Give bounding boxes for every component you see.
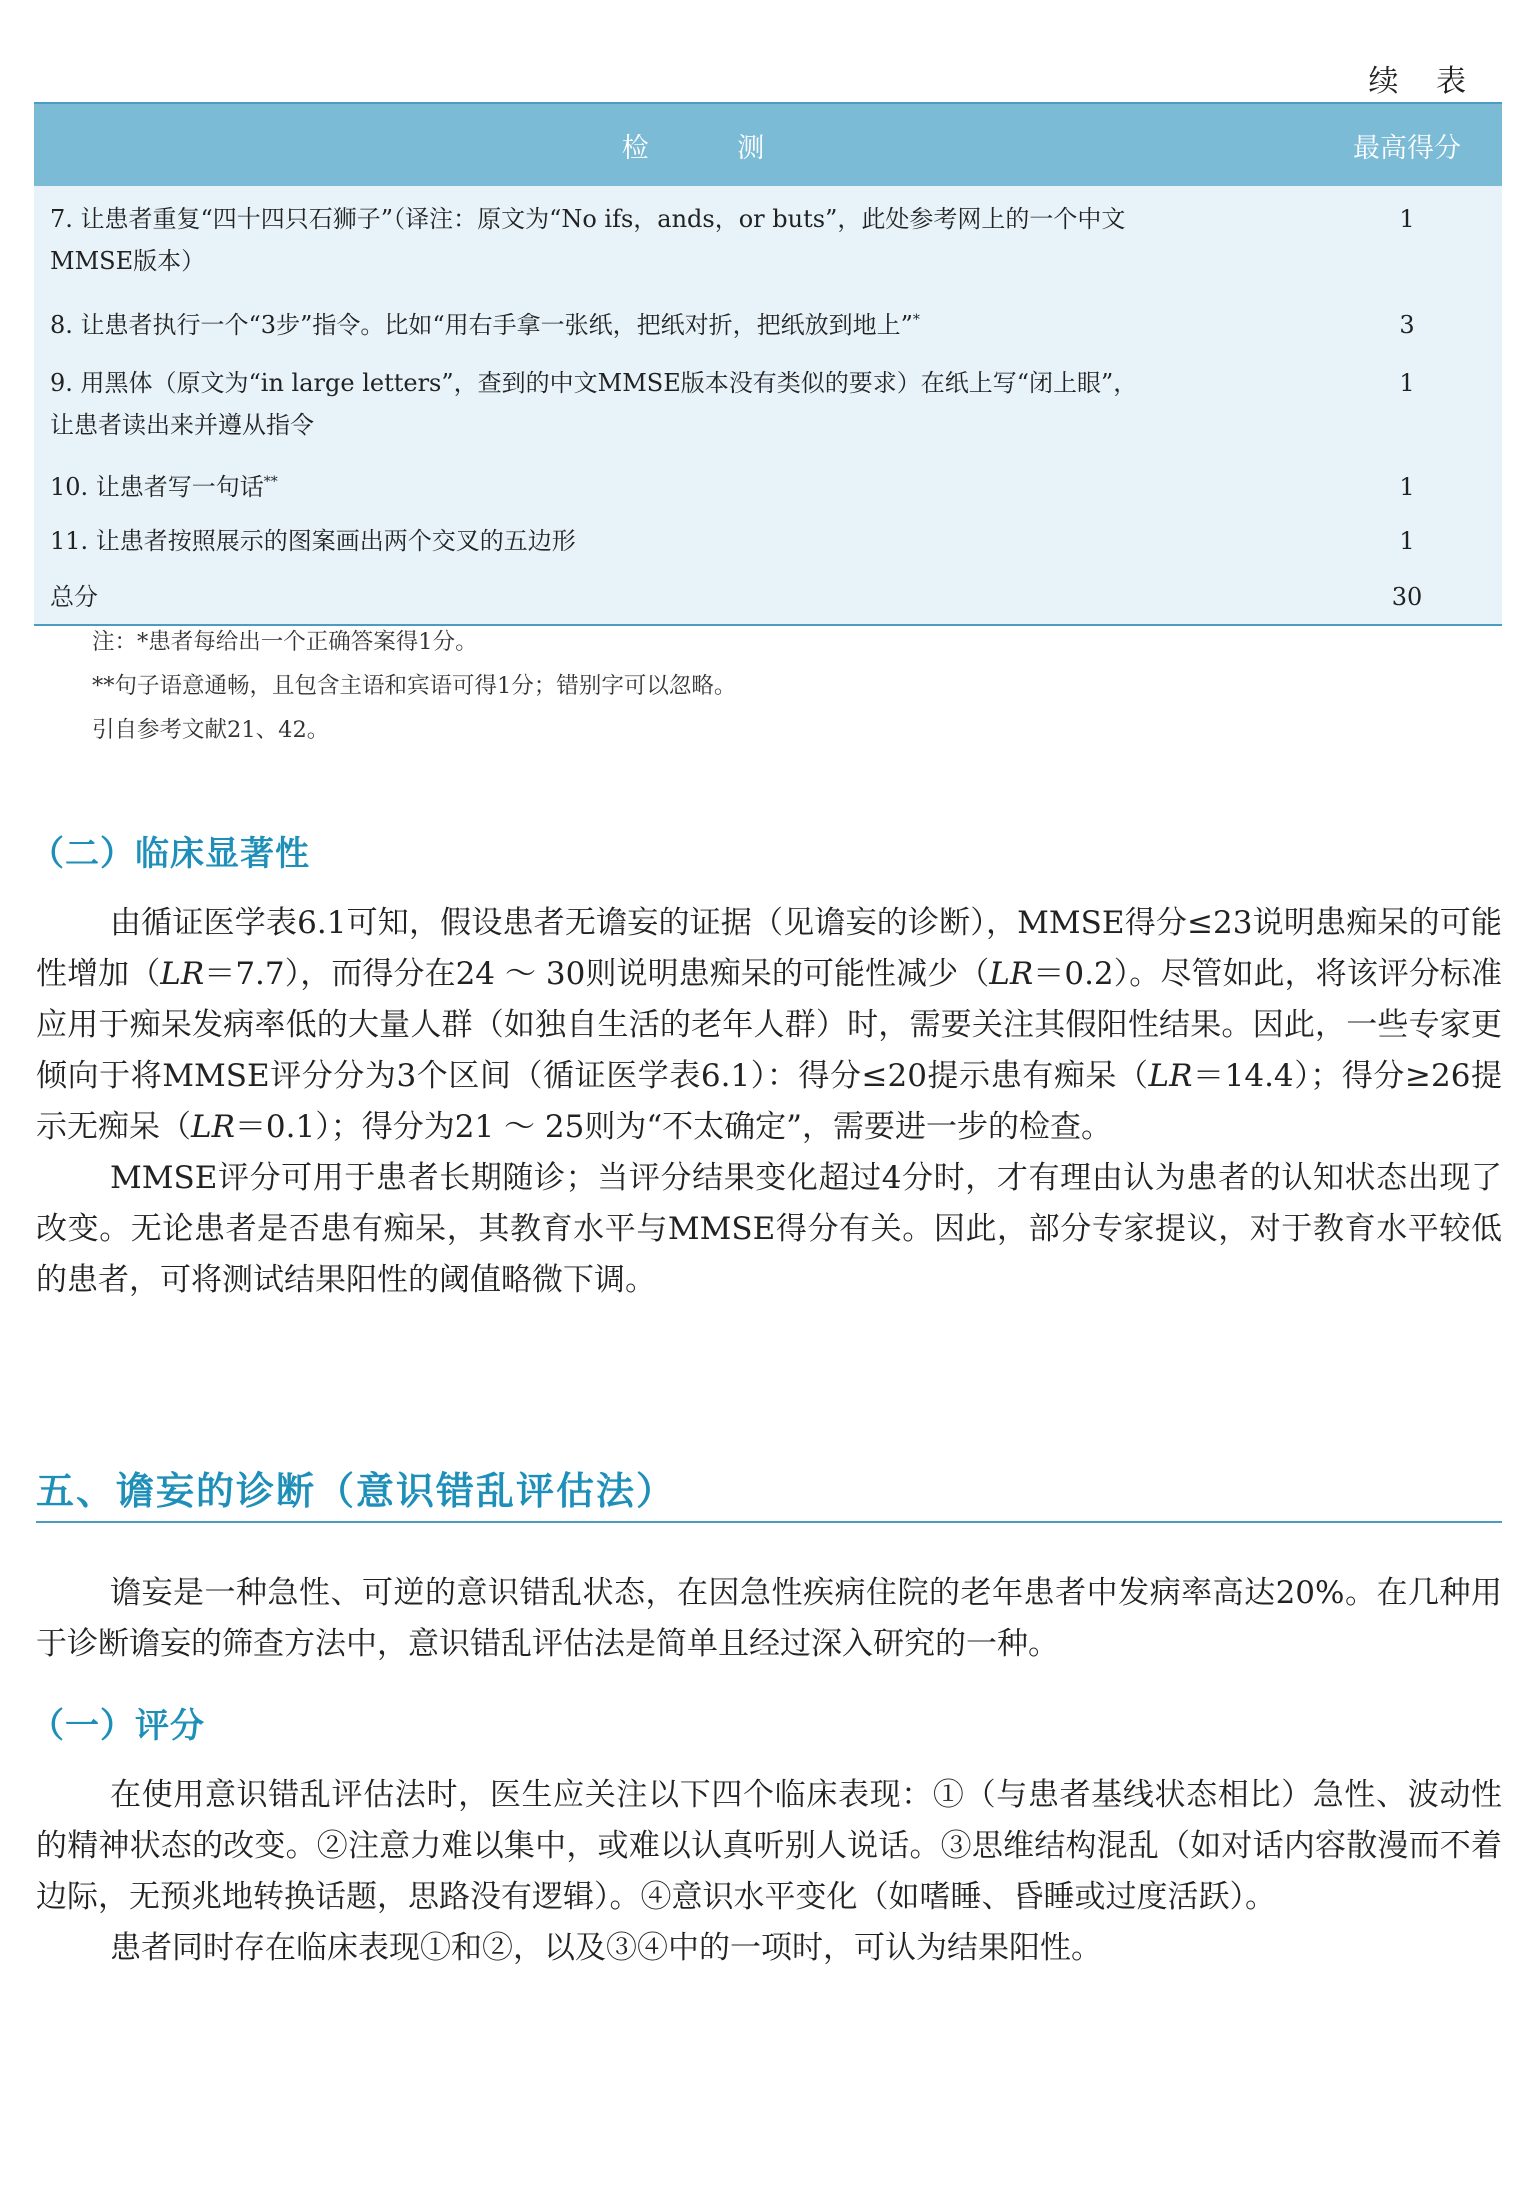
table-row <box>34 298 1502 356</box>
footnote-mark: * <box>912 312 920 328</box>
row-score: 1 <box>1399 473 1415 501</box>
lr-symbol: LR <box>160 956 205 992</box>
table-row <box>34 460 1502 518</box>
header-score: 最高得分 <box>1353 132 1461 164</box>
paragraph: 患者同时存在临床表现①和②，以及③④中的一项时，可认为结果阳性。 <box>110 1930 1102 1966</box>
row-score: 30 <box>1391 583 1423 611</box>
continued-label: 续 表 <box>1368 64 1480 99</box>
table-row-total <box>34 574 1502 624</box>
table-header <box>34 104 1502 186</box>
row-text: 10. 让患者写一句话 <box>50 473 264 501</box>
lr-symbol: LR <box>191 1109 235 1145</box>
row-score: 1 <box>1399 205 1415 233</box>
text-run: ＝0.1）；得分为21 ～ 25则为“不太确定”，需要进一步的检查。 <box>234 1109 1113 1145</box>
paragraph: 在使用意识错乱评估法时，医生应关注以下四个临床表现：①（与患者基线状态相比）急性、波动性的精神状态的改变。②注意力难以集中，或难以认真听别人说话。③思维结构混乱（如对话内容散漫而不着边际，无预兆地转换话题，思路没有逻辑）。④意识水平变化（如嗜睡、昏睡或过度活跃）。 <box>36 1777 1502 1915</box>
text-run: ＝14.4）；得分≥26提示无痴呆（ <box>36 1058 1502 1145</box>
scoring-text <box>36 1770 1502 1974</box>
row-score: 1 <box>1399 369 1415 397</box>
table-row <box>34 518 1502 574</box>
row-text-wrap <box>34 466 1312 508</box>
heading-scoring: （一）评分 <box>30 1706 205 1746</box>
row-text: 11. 让患者按照展示的图案画出两个交叉的五边形 <box>50 527 576 555</box>
clinical-significance-text <box>36 898 1502 1306</box>
text-run: ＝7.7），而得分在24 ～ 30则说明患痴呆的可能性减少（ <box>204 956 990 992</box>
row-score: 3 <box>1399 311 1415 339</box>
header-test: 检 测 <box>621 132 805 164</box>
paragraph: 谵妄是一种急性、可逆的意识错乱状态，在因急性疾病住院的老年患者中发病率高达20%。在几种用于诊断谵妄的筛查方法中，意识错乱评估法是简单且经过深入研究的一种。 <box>36 1575 1502 1662</box>
row-text: 总分 <box>50 583 98 611</box>
table-notes <box>92 620 736 752</box>
lr-symbol: LR <box>1148 1058 1193 1094</box>
delirium-intro-text <box>36 1568 1502 1670</box>
row-text: 8. 让患者执行一个“3步”指令。比如“用右手拿一张纸，把纸对折，把纸放到地上” <box>50 311 913 339</box>
table-row <box>34 356 1502 460</box>
lr-symbol: LR <box>989 956 1034 992</box>
text-run: 由循证医学表6.1可知，假设患者无谵妄的证据（见谵妄的诊断），MMSE得分≤23说明患痴呆的可能性增加（ <box>36 905 1502 992</box>
mmse-table <box>34 102 1502 626</box>
row-text: 9. 用黑体（原文为“in large letters”，查到的中文MMSE版本没有类似的要求）在纸上写“闭上眼”，让患者读出来并遵从指令 <box>50 369 1138 439</box>
note-1: 注：*患者每给出一个正确答案得1分。 <box>92 629 478 655</box>
row-text: 7. 让患者重复“四十四只石狮子”（译注：原文为“No ifs，ands，or buts”，此处参考网上的一个中文 MMSE版本） <box>50 205 1126 275</box>
heading-clinical-significance: （二）临床显著性 <box>30 834 310 874</box>
footnote-mark: ** <box>263 474 278 490</box>
paragraph <box>36 898 1502 1153</box>
paragraph: MMSE评分可用于患者长期随诊；当评分结果变化超过4分时，才有理由认为患者的认知状态出现了改变。无论患者是否患有痴呆，其教育水平与MMSE得分有关。因此，部分专家提议，对于教育水平较低的患者，可将测试结果阳性的阈值略微下调。 <box>36 1160 1502 1298</box>
text-run: ＝0.2）。尽管如此，将该评分标准应用于痴呆发病率低的大量人群（如独自生活的老年人群）时，需要关注其假阳性结果。因此，一些专家更倾向于将MMSE评分分为3个区间（循证医学表6.1）：得分≤20提示患有痴呆（ <box>36 956 1502 1094</box>
note-3: 引自参考文献21、42。 <box>92 717 330 743</box>
table-row <box>34 186 1502 298</box>
row-score: 1 <box>1399 527 1415 555</box>
note-2: **句子语意通畅，且包含主语和宾语可得1分；错别字可以忽略。 <box>92 673 737 699</box>
heading-delirium-diagnosis: 五、谵妄的诊断（意识错乱评估法） <box>36 1460 1502 1523</box>
row-text-wrap <box>34 304 1312 346</box>
